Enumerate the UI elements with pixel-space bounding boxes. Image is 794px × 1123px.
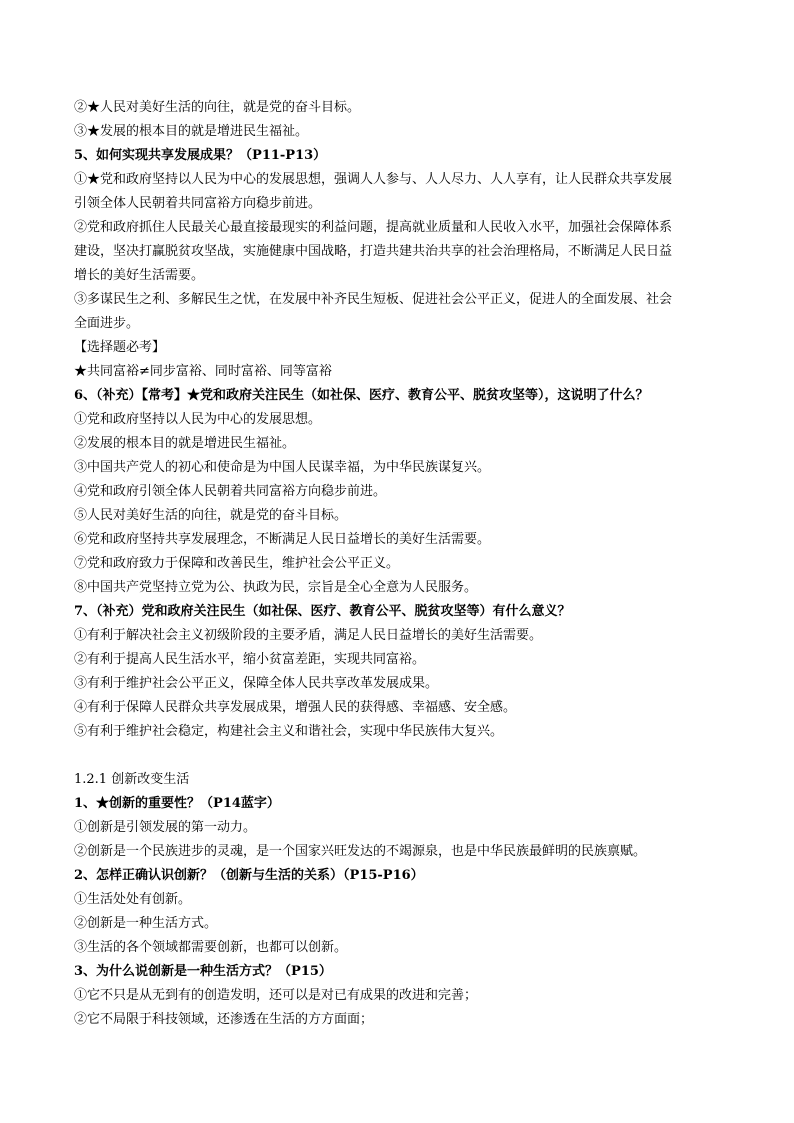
text-line: ①它不只是从无到有的创造发明，还可以是对已有成果的改进和完善； — [74, 988, 478, 1003]
text-line: 【选择题必考】 — [74, 340, 166, 355]
text-line: ①有利于解决社会主义初级阶段的主要矛盾，满足人民日益增长的美好生活需要。 — [74, 628, 543, 643]
text-line: 增长的美好生活需要。 — [74, 268, 205, 283]
question-heading: 7、（补充）党和政府关注民生（如社保、医疗、教育公平、脱贫攻坚等）有什么意义？ — [74, 604, 571, 619]
text-line: ⑤有利于维护社会稳定，构建社会主义和谐社会，实现中华民族伟大复兴。 — [74, 724, 504, 739]
text-block-top — [74, 96, 722, 744]
text-line: ④党和政府引领全体人民朝着共同富裕方向稳步前进。 — [74, 484, 387, 499]
question-heading: 3、为什么说创新是一种生活方式？（P15） — [74, 964, 332, 979]
question-heading: 5、如何实现共享发展成果？（P11-P13） — [74, 148, 327, 163]
text-line: ⑤人民对美好生活的向往，就是党的奋斗目标。 — [74, 508, 348, 523]
text-line: ②★人民对美好生活的向往，就是党的奋斗目标。 — [74, 100, 361, 115]
text-line: ①★党和政府坚持以人民为中心的发展思想，强调人人参与、人人尽力、人人享有，让人民群众共享发展 — [74, 172, 673, 187]
text-line: ③中国共产党人的初心和使命是为中国人民谋幸福，为中华民族谋复兴。 — [74, 460, 491, 475]
text-line: ④有利于保障人民群众共享发展成果，增强人民的获得感、幸福感、安全感。 — [74, 700, 517, 715]
text-line: ③生活的各个领域都需要创新，也都可以创新。 — [74, 940, 348, 955]
text-line: ②创新是一个民族进步的灵魂，是一个国家兴旺发达的不竭源泉，也是中华民族最鲜明的民族禀赋。 — [74, 844, 647, 859]
text-line: ②创新是一种生活方式。 — [74, 916, 218, 931]
question-heading: 6、（补充）【常考】★党和政府关注民生（如社保、医疗、教育公平、脱贫攻坚等），这说明了什么？ — [74, 388, 649, 403]
text-line: ②发展的根本目的就是增进民生福祉。 — [74, 436, 296, 451]
text-line: ①党和政府坚持以人民为中心的发展思想。 — [74, 412, 322, 427]
text-line: ③有利于维护社会公平正义，保障全体人民共享改革发展成果。 — [74, 676, 439, 691]
text-line: ①创新是引领发展的第一动力。 — [74, 820, 257, 835]
text-block-bottom — [74, 768, 722, 1032]
question-heading: 2、怎样正确认识创新？（创新与生活的关系）（P15-P16） — [74, 868, 424, 883]
text-line: ②有利于提高人民生活水平，缩小贫富差距，实现共同富裕。 — [74, 652, 426, 667]
text-line: ③★发展的根本目的就是增进民生福祉。 — [74, 124, 309, 139]
text-line: 建设，坚决打赢脱贫攻坚战，实施健康中国战略，打造共建共治共享的社会治理格局，不断满足人民日益 — [74, 244, 673, 259]
text-line: ②党和政府抓住人民最关心最直接最现实的利益问题，提高就业质量和人民收入水平，加强社会保障体系 — [74, 220, 673, 235]
section-title: 1.2.1 创新改变生活 — [74, 772, 190, 787]
text-line: ③多谋民生之利、多解民生之忧，在发展中补齐民生短板、促进社会公平正义，促进人的全面发展、社会 — [74, 292, 673, 307]
text-line: ②它不局限于科技领域，还渗透在生活的方方面面； — [74, 1012, 374, 1027]
text-line: 全面进步。 — [74, 316, 140, 331]
text-line: ⑧中国共产党坚持立党为公、执政为民，宗旨是全心全意为人民服务。 — [74, 580, 478, 595]
text-line: ①生活处处有创新。 — [74, 892, 192, 907]
text-line: ★共同富裕≠同步富裕、同时富裕、同等富裕 — [74, 364, 332, 379]
text-line: ⑥党和政府坚持共享发展理念，不断满足人民日益增长的美好生活需要。 — [74, 532, 491, 547]
question-heading: 1、★创新的重要性？（P14蓝字） — [74, 796, 280, 811]
text-line: ⑦党和政府致力于保障和改善民生，维护社会公平正义。 — [74, 556, 400, 571]
text-line: 引领全体人民朝着共同富裕方向稳步前进。 — [74, 196, 322, 211]
